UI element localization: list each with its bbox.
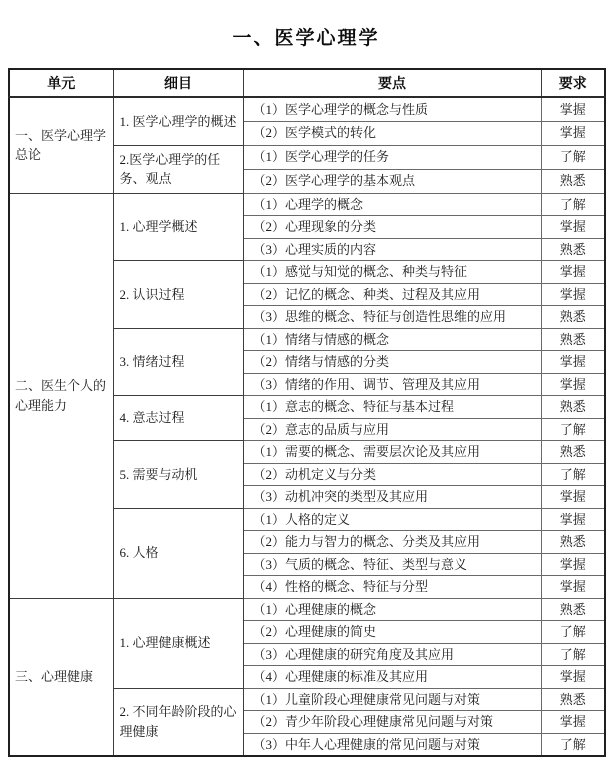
requirement-cell: 熟悉 xyxy=(541,328,605,351)
item-cell: 2. 不同年龄阶段的心理健康 xyxy=(113,688,243,756)
requirement-cell: 掌握 xyxy=(541,351,605,374)
requirement-cell: 熟悉 xyxy=(541,238,605,261)
requirement-cell: 掌握 xyxy=(541,373,605,396)
requirement-cell: 掌握 xyxy=(541,283,605,306)
point-cell: （4）性格的概念、特征与分型 xyxy=(243,576,541,599)
point-cell: （2）记忆的概念、种类、过程及其应用 xyxy=(243,283,541,306)
requirement-cell: 了解 xyxy=(541,463,605,486)
point-cell: （3）动机冲突的类型及其应用 xyxy=(243,486,541,509)
col-header-item: 细目 xyxy=(113,69,243,97)
point-cell: （1）心理健康的概念 xyxy=(243,598,541,621)
requirement-cell: 了解 xyxy=(541,418,605,441)
requirement-cell: 掌握 xyxy=(541,121,605,145)
item-cell: 1. 医学心理学的概述 xyxy=(113,97,243,145)
item-cell: 1. 心理学概述 xyxy=(113,193,243,261)
item-cell: 2. 认识过程 xyxy=(113,261,243,329)
point-cell: （1）感觉与知觉的概念、种类与特征 xyxy=(243,261,541,284)
requirement-cell: 了解 xyxy=(541,643,605,666)
point-cell: （2）意志的品质与应用 xyxy=(243,418,541,441)
requirement-cell: 熟悉 xyxy=(541,531,605,554)
page-title: 一、医学心理学 xyxy=(232,28,380,49)
col-header-point: 要点 xyxy=(243,69,541,97)
point-cell: （1）医学心理学的概念与性质 xyxy=(243,97,541,121)
requirement-cell: 掌握 xyxy=(541,576,605,599)
point-cell: （1）心理学的概念 xyxy=(243,193,541,216)
table-row xyxy=(9,598,605,621)
requirement-cell: 了解 xyxy=(541,145,605,169)
item-cell: 3. 情绪过程 xyxy=(113,328,243,396)
requirement-cell: 熟悉 xyxy=(541,396,605,419)
header-row xyxy=(9,69,605,97)
unit-cell: 二、医生个人的心理能力 xyxy=(9,193,113,598)
requirement-cell: 熟悉 xyxy=(541,306,605,329)
requirement-cell: 熟悉 xyxy=(541,598,605,621)
requirement-cell: 了解 xyxy=(541,621,605,644)
unit-cell: 一、医学心理学总论 xyxy=(9,97,113,193)
syllabus-table xyxy=(8,68,606,757)
requirement-cell: 掌握 xyxy=(541,711,605,734)
point-cell: （2）动机定义与分类 xyxy=(243,463,541,486)
point-cell: （1）儿童阶段心理健康常见问题与对策 xyxy=(243,688,541,711)
requirement-cell: 熟悉 xyxy=(541,441,605,464)
requirement-cell: 熟悉 xyxy=(541,169,605,193)
point-cell: （1）需要的概念、需要层次论及其应用 xyxy=(243,441,541,464)
item-cell: 4. 意志过程 xyxy=(113,396,243,441)
point-cell: （2）医学模式的转化 xyxy=(243,121,541,145)
item-cell: 6. 人格 xyxy=(113,508,243,598)
point-cell: （3）心理实质的内容 xyxy=(243,238,541,261)
col-header-requirement: 要求 xyxy=(541,69,605,97)
point-cell: （2）青少年阶段心理健康常见问题与对策 xyxy=(243,711,541,734)
point-cell: （2）能力与智力的概念、分类及其应用 xyxy=(243,531,541,554)
requirement-cell: 熟悉 xyxy=(541,688,605,711)
point-cell: （1）意志的概念、特征与基本过程 xyxy=(243,396,541,419)
item-cell: 2.医学心理学的任务、观点 xyxy=(113,145,243,193)
point-cell: （2）医学心理学的基本观点 xyxy=(243,169,541,193)
table-body xyxy=(9,97,605,756)
requirement-cell: 掌握 xyxy=(541,486,605,509)
requirement-cell: 了解 xyxy=(541,733,605,756)
point-cell: （3）情绪的作用、调节、管理及其应用 xyxy=(243,373,541,396)
point-cell: （3）中年人心理健康的常见问题与对策 xyxy=(243,733,541,756)
point-cell: （2）情绪与情感的分类 xyxy=(243,351,541,374)
point-cell: （1）人格的定义 xyxy=(243,508,541,531)
requirement-cell: 了解 xyxy=(541,193,605,216)
col-header-unit: 单元 xyxy=(9,69,113,97)
requirement-cell: 掌握 xyxy=(541,97,605,121)
point-cell: （3）心理健康的研究角度及其应用 xyxy=(243,643,541,666)
requirement-cell: 掌握 xyxy=(541,553,605,576)
table-row xyxy=(9,97,605,121)
point-cell: （3）思维的概念、特征与创造性思维的应用 xyxy=(243,306,541,329)
point-cell: （1）医学心理学的任务 xyxy=(243,145,541,169)
point-cell: （1）情绪与情感的概念 xyxy=(243,328,541,351)
item-cell: 5. 需要与动机 xyxy=(113,441,243,509)
requirement-cell: 掌握 xyxy=(541,666,605,689)
point-cell: （2）心理健康的简史 xyxy=(243,621,541,644)
requirement-cell: 掌握 xyxy=(541,261,605,284)
unit-cell: 三、心理健康 xyxy=(9,598,113,756)
requirement-cell: 掌握 xyxy=(541,508,605,531)
item-cell: 1. 心理健康概述 xyxy=(113,598,243,688)
point-cell: （3）气质的概念、特征、类型与意义 xyxy=(243,553,541,576)
table-header xyxy=(9,69,605,97)
table-row xyxy=(9,193,605,216)
point-cell: （4）心理健康的标准及其应用 xyxy=(243,666,541,689)
point-cell: （2）心理现象的分类 xyxy=(243,216,541,239)
requirement-cell: 掌握 xyxy=(541,216,605,239)
